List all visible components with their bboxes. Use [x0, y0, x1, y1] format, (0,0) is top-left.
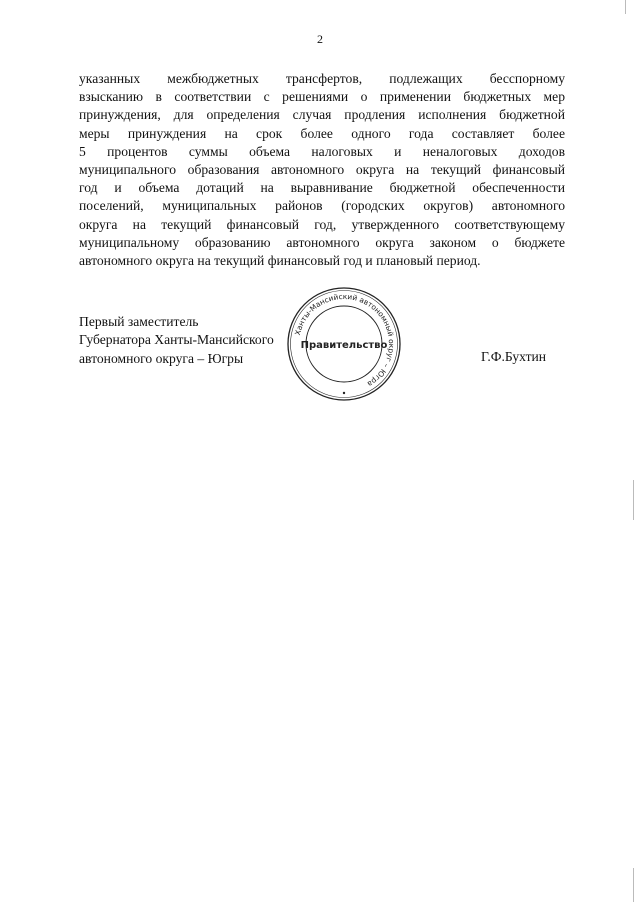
- body-line: автономного округа на текущий финансовый год и плановый период.: [79, 252, 481, 268]
- body-paragraph: [79, 70, 565, 270]
- stamp-ring-text: Ханты-Мансийский автономный округ – Югра: [292, 291, 397, 389]
- body-line: год и объема дотаций на выравнивание бюджетной обеспеченности: [79, 180, 565, 196]
- body-line: меры принуждения на срок более одного года составляет более: [79, 125, 565, 141]
- body-line: округа на текущий финансовый год, утвержденного соответствующему: [79, 216, 565, 232]
- signature-title: [79, 313, 274, 368]
- body-line: 5 процентов суммы объема налоговых и неналоговых доходов: [79, 143, 565, 159]
- body-line: указанных межбюджетных трансфертов, подлежащих бесспорному: [79, 71, 565, 86]
- body-line: взысканию в соответствии с решениями о применении бюджетных мер: [79, 89, 565, 105]
- signature-title-line: Губернатора Ханты-Мансийского: [79, 332, 274, 348]
- scan-edge-mark-bottom-right: [633, 868, 634, 902]
- body-line: поселений, муниципальных районов (городских округов) автономного: [79, 198, 565, 214]
- body-line: принуждения, для определения случая продления исполнения бюджетной: [79, 107, 565, 123]
- stamp-dot: [343, 392, 345, 394]
- scan-edge-mark-right: [633, 480, 634, 520]
- signature-title-line: автономного округа – Югры: [79, 350, 244, 366]
- stamp-center-text: Правительство: [300, 340, 388, 351]
- body-line: муниципального образования автономного округа на текущий финансовый: [79, 161, 565, 177]
- body-line: муниципальному образованию автономного округа законом о бюджете: [79, 234, 565, 250]
- signatory-name: Г.Ф.Бухтин: [481, 349, 547, 364]
- official-stamp: [286, 286, 402, 402]
- scan-edge-mark-top-right: [625, 0, 626, 14]
- signature-title-line: Первый заместитель: [79, 314, 199, 329]
- page-number: 2: [317, 32, 323, 46]
